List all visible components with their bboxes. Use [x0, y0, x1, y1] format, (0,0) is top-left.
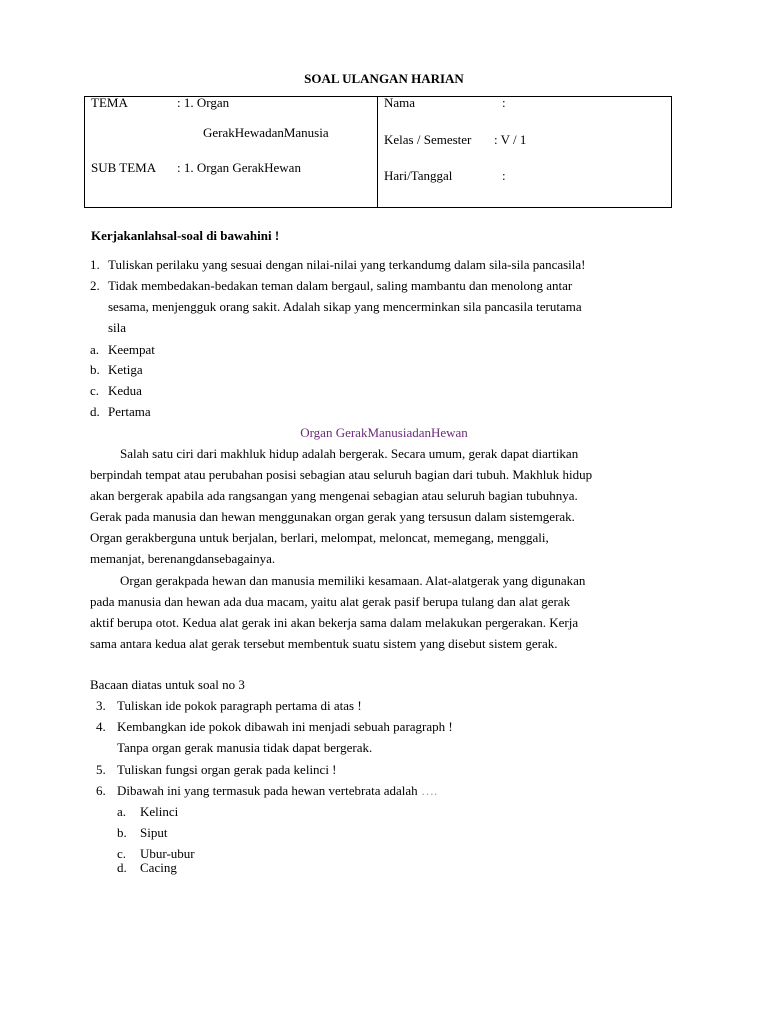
nama-label: Nama [384, 95, 416, 110]
question-6-text: Dibawah ini yang termasuk pada hewan vertebrata adalah [117, 783, 418, 798]
kelas-value: : V / 1 [494, 132, 527, 147]
reading-heading: Organ GerakManusiadanHewan [300, 425, 468, 440]
question-number: 1. [90, 257, 100, 272]
hari-colon: : [502, 168, 506, 183]
option-letter: c. [117, 846, 127, 861]
question-number: 5. [96, 762, 106, 777]
question-4: Kembangkan ide pokok dibawah ini menjadi sebuah paragraph ! [117, 719, 453, 734]
question-1: Tuliskan perilaku yang sesuai dengan nilai-nilai yang terkandumg dalam sila-sila pancasila! [108, 257, 586, 272]
reading-line: Organ gerakpada hewan dan manusia memiliki kesamaan. Alat-alatgerak yang digunakan [120, 573, 586, 588]
reading-line: sama antara kedua alat gerak tersebut membentuk suatu sistem yang disebut sistem gerak. [90, 636, 558, 651]
question-number: 3. [96, 698, 106, 713]
reading-line: Organ gerakberguna untuk berjalan, berlari, melompat, meloncat, memegang, menggali, [90, 530, 549, 545]
tema-value-line2: GerakHewadanManusia [203, 125, 329, 140]
question-number: 6. [96, 783, 106, 798]
option-letter: d. [117, 860, 127, 875]
question-2-line2: sesama, menjengguk orang sakit. Adalah sikap yang mencerminkan sila pancasila terutama [108, 299, 582, 314]
question-number: 2. [90, 278, 100, 293]
question-6 [117, 783, 437, 799]
option-text: Cacing [140, 860, 177, 875]
question-4-sentence: Tanpa organ gerak manusia tidak dapat bergerak. [117, 740, 373, 755]
question-number: 4. [96, 719, 106, 734]
question-3: Tuliskan ide pokok paragraph pertama di atas ! [117, 698, 362, 713]
reading-line: akan bergerak apabila ada rangsangan yang mengenai sebagian atau seluruh bagian tubuhnya. [90, 488, 578, 503]
nama-colon: : [502, 95, 506, 110]
option-letter: a. [117, 804, 127, 819]
subtema-value: : 1. Organ GerakHewan [177, 160, 301, 175]
hari-label: Hari/Tanggal [384, 168, 453, 183]
reading-line: Salah satu ciri dari makhluk hidup adalah bergerak. Secara umum, gerak dapat diartikan [120, 446, 579, 461]
option-text: Keempat [108, 342, 155, 357]
header-table [84, 96, 672, 208]
reading-line: memanjat, berenangdansebagainya. [90, 551, 276, 566]
kelas-label: Kelas / Semester [384, 132, 472, 147]
reading-note: Bacaan diatas untuk soal no 3 [90, 677, 245, 692]
subtema-label: SUB TEMA [91, 160, 157, 175]
question-5: Tuliskan fungsi organ gerak pada kelinci ! [117, 762, 337, 777]
reading-line: berpindah tempat atau perubahan posisi sebagian atau seluruh bagian dari tubuh. Makhluk hidup [90, 467, 593, 482]
question-6-dots: …. [420, 783, 438, 798]
option-letter: d. [90, 404, 100, 419]
page-title: SOAL ULANGAN HARIAN [304, 71, 464, 86]
table-divider [377, 97, 378, 207]
reading-line: pada manusia dan hewan ada dua macam, yaitu alat gerak pasif berupa tulang dan alat gerak [90, 594, 571, 609]
tema-value-line1: : 1. Organ [177, 95, 230, 110]
option-text: Kedua [108, 383, 142, 398]
option-text: Ubur-ubur [140, 846, 195, 861]
option-letter: a. [90, 342, 100, 357]
question-2-line3: sila [108, 320, 127, 335]
instruction: Kerjakanlahsal-soal di bawahini ! [91, 228, 280, 243]
option-letter: b. [117, 825, 127, 840]
reading-line: aktif berupa otot. Kedua alat gerak ini akan bekerja sama dalam melakukan pergerakan. Kerja [90, 615, 579, 630]
option-letter: b. [90, 362, 100, 377]
option-text: Kelinci [140, 804, 179, 819]
option-text: Siput [140, 825, 168, 840]
reading-line: Gerak pada manusia dan hewan menggunakan organ gerak yang tersusun dalam sistemgerak. [90, 509, 575, 524]
option-text: Pertama [108, 404, 151, 419]
option-text: Ketiga [108, 362, 143, 377]
question-2-line1: Tidak membedakan-bedakan teman dalam bergaul, saling mambantu dan menolong antar [108, 278, 573, 293]
tema-label: TEMA [91, 95, 128, 110]
option-letter: c. [90, 383, 100, 398]
